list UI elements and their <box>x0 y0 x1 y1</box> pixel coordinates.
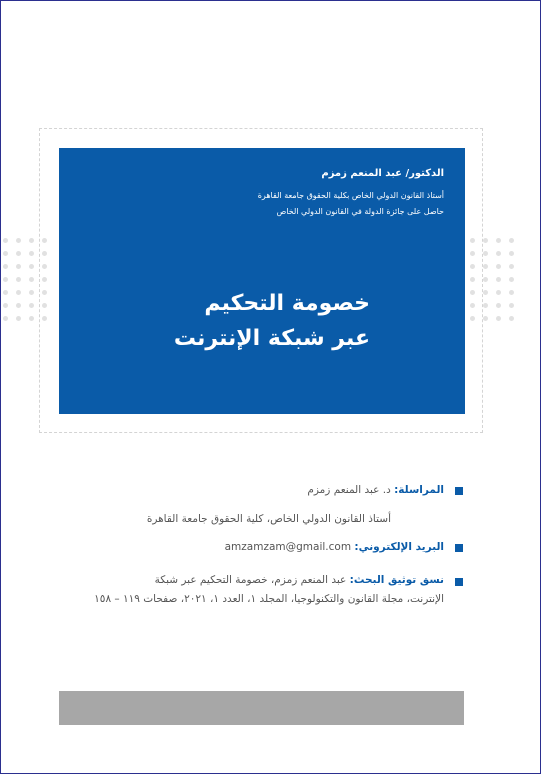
correspondence-value: د. عبد المنعم زمزم <box>307 484 391 496</box>
dot <box>470 290 475 295</box>
dot <box>3 238 8 243</box>
email-row <box>225 541 444 553</box>
dot <box>3 277 8 282</box>
dot <box>16 290 21 295</box>
dot <box>470 303 475 308</box>
dot <box>509 290 514 295</box>
cover-panel <box>59 148 465 414</box>
dot <box>483 277 488 282</box>
dot <box>16 277 21 282</box>
correspondence-label: المراسلة: <box>394 484 444 496</box>
citation-line-1: عبد المنعم زمزم، خصومة التحكيم عبر شبكة <box>154 574 347 586</box>
affiliation-text: أستاذ القانون الدولي الخاص، كلية الحقوق جامعة القاهرة <box>146 513 391 525</box>
dot <box>509 238 514 243</box>
dot <box>3 251 8 256</box>
dot <box>29 277 34 282</box>
paper-title-line-1: خصومة التحكيم <box>204 291 370 316</box>
dot <box>16 264 21 269</box>
bullet-square <box>455 544 463 552</box>
dot <box>42 316 47 321</box>
dot <box>470 238 475 243</box>
dot <box>509 264 514 269</box>
dot <box>16 251 21 256</box>
dot <box>42 303 47 308</box>
bullet-square <box>455 578 463 586</box>
dot <box>29 251 34 256</box>
dot <box>29 290 34 295</box>
email-label: البريد الإلكتروني: <box>354 541 444 553</box>
dot <box>509 251 514 256</box>
dot <box>470 264 475 269</box>
dot <box>16 238 21 243</box>
citation-line-2: الإنترنت، مجلة القانون والتكنولوجيا، المجلد ١، العدد ١، ٢٠٢١، صفحات ١١٩ – ١٥٨ <box>94 593 444 605</box>
dot <box>42 251 47 256</box>
dot <box>470 251 475 256</box>
dot <box>3 303 8 308</box>
dot <box>483 316 488 321</box>
dot <box>3 290 8 295</box>
dot <box>16 316 21 321</box>
bullet-square <box>455 487 463 495</box>
dot <box>496 277 501 282</box>
author-title: أستاذ القانون الدولي الخاص بكلية الحقوق جامعة القاهرة <box>257 191 444 200</box>
dot <box>29 264 34 269</box>
dot <box>483 303 488 308</box>
correspondence-row <box>307 484 444 496</box>
dot <box>496 238 501 243</box>
dot <box>509 303 514 308</box>
author-award: حاصل على جائزة الدولة في القانون الدولي الخاص <box>276 207 444 216</box>
dot <box>3 264 8 269</box>
citation-row <box>155 574 444 586</box>
dot <box>470 277 475 282</box>
dot <box>16 303 21 308</box>
dot <box>483 251 488 256</box>
dot <box>496 251 501 256</box>
footer-bar <box>59 691 464 725</box>
email-value[interactable]: amzamzam@gmail.com <box>224 541 352 553</box>
dot <box>42 290 47 295</box>
dot <box>42 264 47 269</box>
dot <box>3 316 8 321</box>
dot <box>29 238 34 243</box>
dot <box>29 303 34 308</box>
dot <box>483 238 488 243</box>
dot <box>496 290 501 295</box>
dot <box>42 238 47 243</box>
dot <box>29 316 34 321</box>
citation-label: نسق توثيق البحث: <box>349 574 444 586</box>
dot <box>483 264 488 269</box>
dot <box>496 264 501 269</box>
dot <box>483 290 488 295</box>
dot <box>496 316 501 321</box>
dot <box>509 316 514 321</box>
dot-pattern-right <box>470 238 522 324</box>
dot <box>42 277 47 282</box>
paper-title-line-2: عبر شبكة الإنترنت <box>173 326 370 351</box>
dot <box>496 303 501 308</box>
dot <box>509 277 514 282</box>
dot-pattern-left <box>3 238 55 324</box>
dot <box>470 316 475 321</box>
author-name: الدكتور/ عبد المنعم زمزم <box>321 168 444 179</box>
